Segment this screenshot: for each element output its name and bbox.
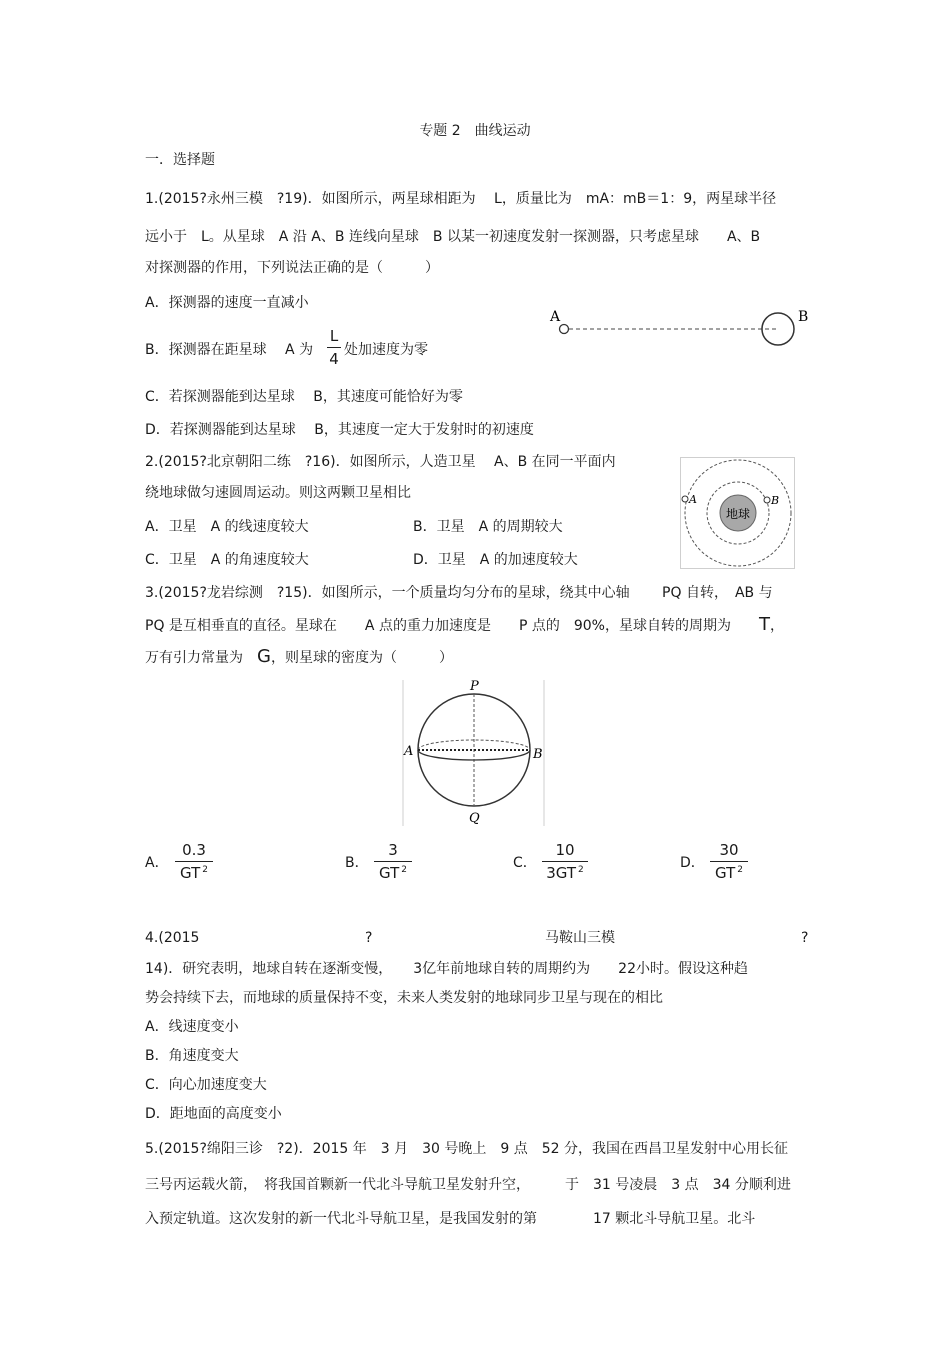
fraction-bar <box>175 861 213 862</box>
satellite-a-label: A <box>689 493 697 506</box>
period-symbol: T <box>758 614 770 635</box>
denominator-exponent: 2 <box>202 865 208 875</box>
q3-option-d-fraction <box>710 841 748 882</box>
denominator-exponent: 2 <box>737 865 743 875</box>
denominator-base: 3GT <box>546 864 577 882</box>
q3-line-3-end: ，则星球的密度为（ ） <box>270 650 453 666</box>
q3-option-a-label: A． <box>145 855 169 871</box>
q3-line-2-text: PQ 是互相垂直的直径。星球在 A 点的重力加速度是 P 点的 90%，星球自转的周期为 <box>145 618 759 634</box>
fraction-bar <box>542 861 588 862</box>
q5-line-2: 三号丙运载火箭， 将我国首颗新一代北斗导航卫星发射升空， 于 31 号凌晨 3 点 34 分顺利进 <box>145 1177 791 1193</box>
q4-heading-mark-2: ? <box>801 930 809 946</box>
q4-line-2: 14)．研究表明，地球自转在逐渐变慢， 3亿年前地球自转的周期约为 22小时。假设这种趋 <box>145 961 748 977</box>
earth-label: 地球 <box>725 507 751 521</box>
q2-option-d: D．卫星 A 的加速度较大 <box>413 552 578 568</box>
satellite-b-label: B <box>771 494 780 507</box>
q2-figure-orbits <box>680 457 795 569</box>
q1-line-1: 1.(2015?永州三模 ?19)．如图所示，两星球相距为 L，质量比为 mA：mB＝1：9，两星球半径 <box>145 191 777 207</box>
q2-option-c: C．卫星 A 的角速度较大 <box>145 552 309 568</box>
q1-option-a: A．探测器的速度一直减小 <box>145 295 309 311</box>
q4-heading-year: 4.(2015 <box>145 930 200 946</box>
fraction-denominator <box>180 864 208 882</box>
q1-figure-stars <box>540 305 820 355</box>
q1-option-b-prefix: B．探测器在距星球 A 为 <box>145 342 314 358</box>
q1-option-d: D．若探测器能到达星球 B，其速度一定大于发射时的初速度 <box>145 422 534 438</box>
q4-option-b: B．角速度变大 <box>145 1048 239 1064</box>
document-title: 专题 2 曲线运动 <box>419 123 531 139</box>
q4-option-c: C．向心加速度变大 <box>145 1077 267 1093</box>
gravity-constant-symbol: G <box>257 646 271 667</box>
q4-option-a: A．线速度变小 <box>145 1019 239 1035</box>
q2-line-2: 绕地球做匀速圆周运动。则这两颗卫星相比 <box>145 485 411 501</box>
point-q-label: Q <box>469 811 480 826</box>
q3-option-a-fraction <box>175 841 213 882</box>
section-heading: 一．选择题 <box>145 152 215 168</box>
q1-line-2: 远小于 L。从星球 A 沿 A、B 连线向星球 B 以某一初速度发射一探测器，只考虑星球 A、B <box>145 229 761 245</box>
q1-option-b-fraction <box>327 327 341 368</box>
fig-label-a: A <box>550 309 561 325</box>
fig-label-b: B <box>798 309 809 325</box>
q4-option-d: D．距地面的高度变小 <box>145 1106 282 1122</box>
fraction-denominator <box>715 864 743 882</box>
q4-heading-mark-1: ? <box>365 930 373 946</box>
fraction-bar <box>710 861 748 862</box>
q1-line-3: 对探测器的作用，下列说法正确的是（ ） <box>145 260 439 276</box>
fraction-numerator: L <box>329 327 339 345</box>
q5-line-3: 入预定轨道。这次发射的新一代北斗导航卫星，是我国发射的第 17 颗北斗导航卫星。北斗 <box>145 1211 756 1227</box>
q3-option-d-label: D． <box>680 855 705 871</box>
q3-option-c-label: C． <box>513 855 537 871</box>
q3-line-2-end: ， <box>769 618 784 634</box>
q3-line-3 <box>145 648 453 667</box>
fraction-numerator: 10 <box>555 841 575 859</box>
q5-line-1: 5.(2015?绵阳三诊 ?2)．2015 年 3 月 30 号晚上 9 点 52 分，我国在西昌卫星发射中心用长征 <box>145 1141 788 1157</box>
star-a-icon <box>560 325 569 334</box>
denominator-exponent: 2 <box>578 865 584 875</box>
fraction-denominator: 4 <box>329 350 339 368</box>
q2-line-1: 2.(2015?北京朝阳二练 ?16)．如图所示，人造卫星 A、B 在同一平面内 <box>145 454 616 470</box>
denominator-base: GT <box>379 864 400 882</box>
fraction-numerator: 3 <box>388 841 398 859</box>
q3-line-1: 3.(2015?龙岩综测 ?15)．如图所示，一个质量均匀分布的星球，绕其中心轴 PQ 自转， AB 与 <box>145 585 773 601</box>
q3-line-3-text: 万有引力常量为 <box>145 650 257 666</box>
fraction-bar <box>374 861 412 862</box>
satellite-a-icon <box>682 496 688 502</box>
fraction-denominator <box>379 864 407 882</box>
denominator-base: GT <box>180 864 201 882</box>
fraction-bar <box>327 347 341 348</box>
q2-option-a: A．卫星 A 的线速度较大 <box>145 519 309 535</box>
q2-option-b: B．卫星 A 的周期较大 <box>413 519 563 535</box>
q3-option-b-fraction <box>374 841 412 882</box>
point-a-label: A <box>404 744 414 759</box>
fraction-numerator: 30 <box>719 841 739 859</box>
denominator-base: GT <box>715 864 736 882</box>
fraction-denominator <box>546 864 584 882</box>
point-p-label: P <box>470 679 479 694</box>
q3-option-b-label: B． <box>345 855 369 871</box>
q3-figure-sphere <box>402 676 547 828</box>
q3-option-c-fraction <box>542 841 588 882</box>
q1-option-b-suffix: 处加速度为零 <box>344 342 428 358</box>
denominator-exponent: 2 <box>401 865 407 875</box>
fraction-numerator: 0.3 <box>182 841 206 859</box>
q1-option-c: C．若探测器能到达星球 B，其速度可能恰好为零 <box>145 389 463 405</box>
satellite-b-icon <box>764 497 770 503</box>
point-b-label: B <box>533 747 543 762</box>
q3-line-2 <box>145 616 784 635</box>
q4-line-3: 势会持续下去，而地球的质量保持不变，未来人类发射的地球同步卫星与现在的相比 <box>145 990 663 1006</box>
q4-heading-source: 马鞍山三模 <box>545 930 615 946</box>
